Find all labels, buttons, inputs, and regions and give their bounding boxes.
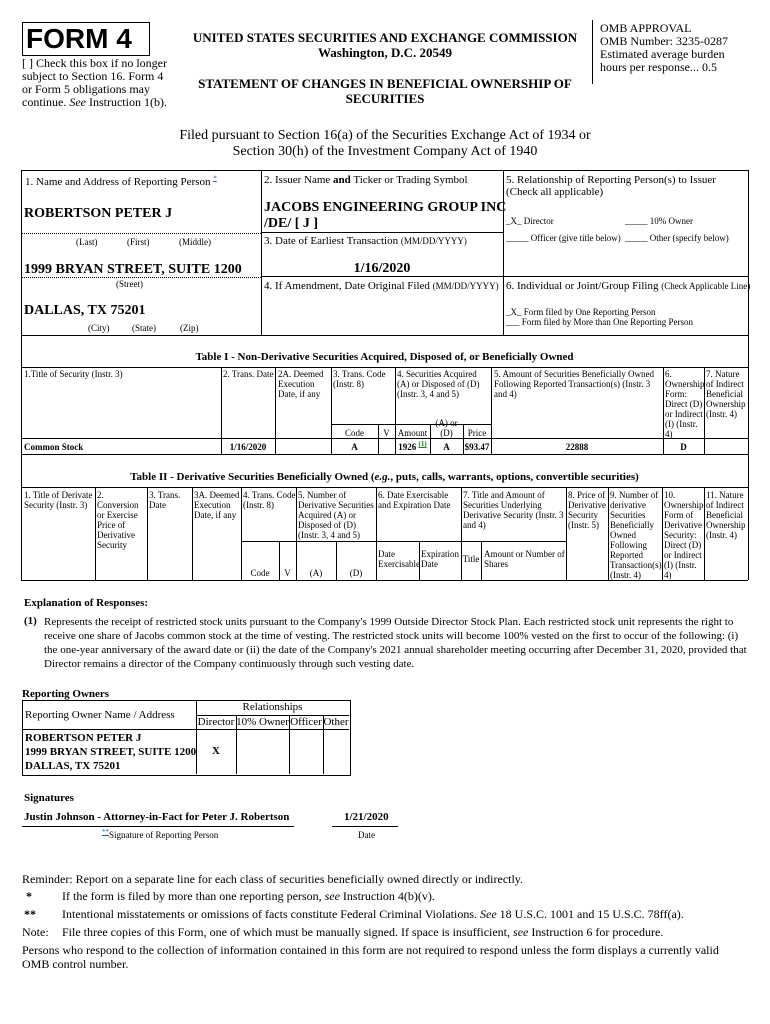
t2-h-exercisable: 6. Date Exercisable and Expiration Date xyxy=(378,490,451,510)
footnote-1-marker: (1) xyxy=(24,615,37,627)
t2-sub-a: (A) xyxy=(309,568,323,578)
t2-h-price: 8. Price of Derivative Security (Instr. 5) xyxy=(568,490,606,530)
t2-h-deemed: 3A. Deemed Execution Date, if any xyxy=(194,490,240,520)
ten-pct-owner-checkbox: _____ 10% Owner xyxy=(625,216,693,226)
signer-name: Justin Johnson - Attorney-in-Fact for Peter J. Robertson xyxy=(24,811,290,823)
signature-footnote-link[interactable]: ** xyxy=(102,828,109,836)
grid-top xyxy=(21,170,748,171)
middle-label: (Middle) xyxy=(179,237,211,247)
persons-notice: Persons who respond to the collection of information contained in this form are not required to respond unless the form displays a currently valid OMB control number. xyxy=(22,943,719,971)
explanation-heading: Explanation of Responses: xyxy=(24,597,149,609)
t1-sub-amount: Amount xyxy=(397,428,428,438)
t2-sub-amount-shares: Amount or Number of Shares xyxy=(484,549,565,569)
signatures-heading: Signatures xyxy=(24,792,74,804)
t2-sub-code: Code xyxy=(250,568,270,578)
t2-sub-d: (D) xyxy=(349,568,363,578)
footnote-1-link[interactable]: (1) xyxy=(418,440,427,448)
t1-row-form: D xyxy=(680,442,687,452)
box6-label: 6. Individual or Joint/Group Filing (Check Applicable Line) xyxy=(506,280,751,292)
issuer-name: JACOBS ENGINEERING GROUP INC /DE/ [ J ] xyxy=(264,200,507,231)
t1-row-amount: 1926 $^{(1)}$ xyxy=(398,440,427,452)
box1-label: 1. Name and Address of Reporting Person * xyxy=(25,174,217,188)
t1-h-title: 1.Title of Security (Instr. 3) xyxy=(24,369,123,379)
t1-sub-v: V xyxy=(383,428,390,438)
date-label: Date xyxy=(358,830,375,840)
signature-line xyxy=(22,826,294,827)
footnote-1-text: Represents the receipt of restricted stock units pursuant to the Company's 1999 Outside Director Stock Plan. Each restricted stock unit represents the right to receive one share of Jacobs common stock at the time of vesting. The restricted stock units will become 100% vested on the first to occur of the following: (i) the one-year anniversary of the award date or (ii) the date of the Company's 2021 annual shareholder meeting occurring after December 31, 2020, provided that Director remains a director of the Company continuously through such vesting date. xyxy=(44,616,747,670)
ro-owner: ROBERTSON PETER J 1999 BRYAN STREET, SUITE 1200 DALLAS, TX 75201 xyxy=(25,732,197,772)
reporting-person-footnote-link[interactable]: * xyxy=(213,174,217,183)
reminder-text: Reminder: Report on a separate line for each class of securities beneficially owned directly or indirectly. xyxy=(22,872,524,886)
t1-h-nature: 7. Nature of Indirect Beneficial Ownership (Instr. 4) xyxy=(706,369,746,419)
t1-row-price: $93.47 xyxy=(464,442,490,452)
agency-line1: UNITED STATES SECURITIES AND EXCHANGE COMMISSION xyxy=(192,30,578,45)
table2-title: Table II - Derivative Securities Beneficially Owned (e.g., puts, calls, warrants, options, convertible securities) xyxy=(130,471,639,483)
signature-label: **Signature of Reporting Person xyxy=(102,828,219,840)
t2-h-ownership-form: 10. Ownership Form of Derivative Security: Direct (D) or Indirect (I) (Instr. 4) xyxy=(664,490,704,580)
zip-label: (Zip) xyxy=(180,323,199,333)
ro-col-ten: 10% Owner xyxy=(236,716,289,728)
t1-h-deemed: 2A. Deemed Execution Date, if any xyxy=(278,369,324,399)
officer-checkbox: _____ Officer (give title below) xyxy=(506,233,621,243)
star-marker: * xyxy=(26,889,32,903)
last-label: (Last) xyxy=(76,237,98,247)
t1-h-ownership-form: 6. Ownership Form: Direct (D) or Indirect (I) (Instr. 4) xyxy=(665,369,705,439)
director-checkbox: _X_ Director xyxy=(506,216,554,226)
t2-sub-exercisable: Date Exercisable xyxy=(378,549,420,569)
ro-col-name: Reporting Owner Name / Address xyxy=(25,709,175,721)
t1-h-code: 3. Trans. Code (Instr. 8) xyxy=(333,369,386,389)
double-star-marker: ** xyxy=(24,907,36,921)
box2-label: 2. Issuer Name and Ticker or Trading Symbol xyxy=(264,174,468,186)
t1-h-acquired: 4. Securities Acquired (A) or Disposed of (D) (Instr. 3, 4 and 5) xyxy=(397,369,480,399)
t2-h-number-owned: 9. Number of derivative Securities Beneficially Owned Following Reported Transaction(s) (Instr. 4) xyxy=(610,490,662,580)
statement-line2: SECURITIES xyxy=(345,91,425,106)
earliest-transaction-date: 1/16/2020 xyxy=(353,261,411,276)
one-person-filing: _X_ Form filed by One Reporting Person xyxy=(506,307,656,317)
ro-col-director: Director xyxy=(197,716,235,728)
table1-title: Table I - Non-Derivative Securities Acquired, Disposed of, or Beneficially Owned xyxy=(195,351,574,363)
form-title-box xyxy=(22,22,150,56)
double-star-note: Intentional misstatements or omissions of facts constitute Federal Criminal Violations. See 18 U.S.C. 1001 and 15 U.S.C. 78ff(a). xyxy=(62,907,684,921)
t1-sub-price: Price xyxy=(467,428,487,438)
box4-label: 4. If Amendment, Date Original Filed (MM/DD/YYYY) xyxy=(264,280,499,292)
t2-h-code: 4. Trans. Code (Instr. 8) xyxy=(243,490,296,510)
t1-row-title: Common Stock xyxy=(24,442,84,452)
city-label: (City) xyxy=(88,323,110,333)
t2-h-underlying: 7. Title and Amount of Securities Underlying Derivative Security (Instr. 3 and 4) xyxy=(463,490,564,530)
box5-label: 5. Relationship of Reporting Person(s) to Issuer (Check all applicable) xyxy=(506,174,716,198)
t2-sub-expiration: Expiration Date xyxy=(421,549,459,569)
signature-date: 1/21/2020 xyxy=(344,811,389,823)
box3-label: 3. Date of Earliest Transaction (MM/DD/YYYY) xyxy=(264,235,467,247)
t2-h-date: 3. Trans. Date xyxy=(149,490,181,510)
group-filing: ___ Form filed by More than One Reporting Person xyxy=(506,317,693,327)
t1-row-code: A xyxy=(351,442,358,452)
check-box-note: [ ] Check this box if no longer subject to Section 16. Form 4 or Form 5 obligations may continue. See Instruction 1(b). xyxy=(22,56,167,109)
t1-sub-code: Code xyxy=(345,428,364,438)
t1-h-date: 2. Trans. Date xyxy=(223,369,274,379)
grid-bottom xyxy=(21,335,748,336)
t2-h-nature: 11. Nature of Indirect Beneficial Ownership (Instr. 4) xyxy=(706,490,746,540)
statement-line1: STATEMENT OF CHANGES IN BENEFICIAL OWNERSHIP OF xyxy=(198,76,572,91)
ro-col-relationships: Relationships xyxy=(242,701,303,713)
ro-col-officer: Officer xyxy=(290,716,322,728)
t1-sub-aord: (A) or (D) xyxy=(435,418,458,438)
t1-row-owned: 22888 xyxy=(565,442,589,452)
t1-row-date: 1/16/2020 xyxy=(229,442,267,452)
date-line xyxy=(332,826,398,827)
form-title: FORM 4 xyxy=(26,23,132,54)
first-label: (First) xyxy=(127,237,150,247)
omb-divider xyxy=(592,20,593,84)
ro-col-other: Other xyxy=(323,716,349,728)
t2-sub-title: Title xyxy=(462,554,480,564)
other-checkbox: _____ Other (specify below) xyxy=(625,233,729,243)
t2-h-number: 5. Number of Derivative Securities Acquired (A) or Disposed of (D) (Instr. 3, 4 and 5) xyxy=(298,490,374,540)
omb-box: OMB APPROVAL OMB Number: 3235-0287 Estimated average burden hours per response... 0.5 xyxy=(600,21,728,74)
street-label: (Street) xyxy=(116,279,143,289)
t1-row-aord: A xyxy=(443,442,450,452)
star-note: If the form is filed by more than one reporting person, see Instruction 4(b)(v). xyxy=(62,889,435,903)
t1-h-owned: 5. Amount of Securities Beneficially Owned Following Reported Transaction(s) (Instr. 3 and 4) xyxy=(494,369,654,399)
filed-pursuant: Filed pursuant to Section 16(a) of the Securities Exchange Act of 1934 or Section 30(h) of the Investment Company Act of 1940 xyxy=(179,128,591,159)
state-label: (State) xyxy=(132,323,156,333)
ro-director-mark: X xyxy=(212,745,220,757)
note-text: File three copies of this Form, one of which must be manually signed. If space is insufficient, see Instruction 6 for procedure. xyxy=(62,925,664,939)
t2-h-title: 1. Title of Derivate Security (Instr. 3) xyxy=(24,490,93,510)
note-marker: Note: xyxy=(22,925,49,939)
agency-line2: Washington, D.C. 20549 xyxy=(318,45,452,60)
reporting-person-street: 1999 BRYAN STREET, SUITE 1200 xyxy=(24,262,242,277)
t2-sub-v: V xyxy=(284,568,291,578)
t2-h-conversion: 2. Conversion or Exercise Price of Derivative Security xyxy=(97,490,139,550)
reporting-person-name: ROBERTSON PETER J xyxy=(24,206,173,221)
reporting-person-city: DALLAS, TX 75201 xyxy=(24,303,146,318)
reporting-owners-heading: Reporting Owners xyxy=(22,688,110,700)
